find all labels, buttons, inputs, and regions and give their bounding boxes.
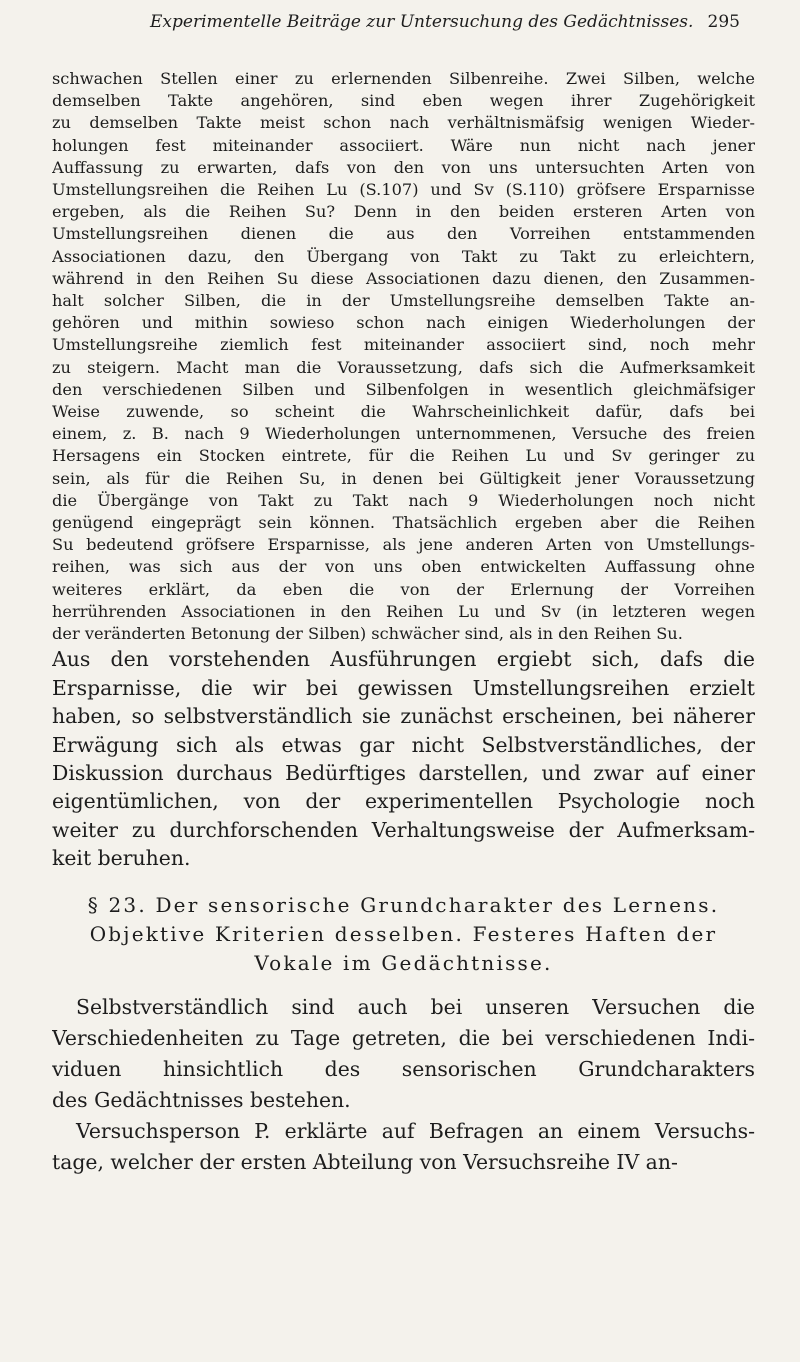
text-line: gehören und mithin sowieso schon nach einigen Wiederholungen der xyxy=(52,313,755,333)
text-line: Auffassung zu erwarten, dafs von den von uns untersuchten Arten von xyxy=(52,157,755,177)
text-line: Umstellungsreihen die Reihen Lu (S.107) und Sv (S.110) gröfsere Ersparnisse xyxy=(52,180,755,200)
text-line: ergeben, als die Reihen Su? Denn in den beiden ersteren Arten von xyxy=(52,202,755,222)
text-line: weiter zu durchforschenden Verhaltungsweise der Aufmerksam- xyxy=(52,817,755,842)
text-line: sein, als für die Reihen Su, in denen bei Gültigkeit jener Voraussetzung xyxy=(52,468,755,488)
running-head xyxy=(150,0,740,44)
text-line: zu steigern. Macht man die Voraussetzung, dafs sich die Aufmerksamkeit xyxy=(52,357,755,377)
paragraph-conclusion xyxy=(52,645,755,872)
text-line: eigentümlichen, von der experimentellen Psychologie noch xyxy=(52,789,755,814)
paragraph-section-start xyxy=(52,992,755,1178)
text-line: halt solcher Silben, die in der Umstellungsreihe demselben Takte an- xyxy=(52,291,755,311)
text-line: Erwägung sich als etwas gar nicht Selbstverständliches, der xyxy=(52,732,755,757)
paragraph-small-print xyxy=(52,68,755,645)
page-number: 295 xyxy=(707,12,740,32)
text-line: während in den Reihen Su diese Associationen dazu dienen, den Zusammen- xyxy=(52,268,755,288)
text-line: der veränderten Betonung der Silben) schwächer sind, als in den Reihen Su. xyxy=(52,624,683,644)
text-line: tage, welcher der ersten Abteilung von Versuchsreihe IV an- xyxy=(52,1149,678,1174)
text-line: Selbstverständlich sind auch bei unseren Versuchen die xyxy=(76,994,755,1019)
text-line: den verschiedenen Silben und Silbenfolgen in wesentlich gleichmäfsiger xyxy=(52,379,755,399)
section-heading xyxy=(52,891,755,978)
text-line: die Übergänge von Takt zu Takt nach 9 Wiederholungen noch nicht xyxy=(52,490,755,510)
text-line: Umstellungsreihen dienen die aus den Vorreihen entstammenden xyxy=(52,224,755,244)
text-line: Diskussion durchaus Bedürftiges darstellen, und zwar auf einer xyxy=(52,760,755,785)
text-line: Verschiedenheiten zu Tage getreten, die bei verschiedenen Indi- xyxy=(52,1025,755,1050)
text-line: Umstellungsreihe ziemlich fest miteinander associiert sind, noch mehr xyxy=(52,335,755,355)
text-line: Aus den vorstehenden Ausführungen ergiebt sich, dafs die xyxy=(52,647,755,672)
text-line: genügend eingeprägt sein können. Thatsächlich ergeben aber die Reihen xyxy=(52,513,755,533)
heading-line: Objektive Kriterien desselben. Festeres Haften der xyxy=(89,921,718,946)
text-line: Weise zuwende, so scheint die Wahrscheinlichkeit dafür, dafs bei xyxy=(52,402,755,422)
text-line: keit beruhen. xyxy=(52,846,191,871)
heading-line: § 23. Der sensorische Grundcharakter des Lernens. xyxy=(87,892,720,917)
text-line: herrührenden Associationen in den Reihen Lu und Sv (in letzteren wegen xyxy=(52,601,755,621)
text-line: des Gedächtnisses bestehen. xyxy=(52,1087,351,1112)
text-line: Associationen dazu, den Übergang von Takt zu Takt zu erleichtern, xyxy=(52,246,755,266)
running-title: Experimentelle Beiträge zur Untersuchung des Gedächtnisses. xyxy=(150,12,694,32)
text-line: Hersagens ein Stocken eintrete, für die Reihen Lu und Sv geringer zu xyxy=(52,446,755,466)
text-line: demselben Takte angehören, sind eben wegen ihrer Zugehörigkeit xyxy=(52,91,755,111)
text-line: weiteres erklärt, da eben die von der Erlernung der Vorreihen xyxy=(52,579,755,599)
text-line: Versuchsperson P. erklärte auf Befragen an einem Versuchs- xyxy=(76,1118,755,1143)
text-line: haben, so selbstverständlich sie zunächst erscheinen, bei näherer xyxy=(52,704,755,729)
text-line: Su bedeutend gröfsere Ersparnisse, als jene anderen Arten von Umstellungs- xyxy=(52,535,755,555)
text-line: schwachen Stellen einer zu erlernenden Silbenreihe. Zwei Silben, welche xyxy=(52,69,755,88)
text-line: einem, z. B. nach 9 Wiederholungen unternommenen, Versuche des freien xyxy=(52,424,755,444)
heading-line: Vokale im Gedächtnisse. xyxy=(254,950,553,975)
text-line: viduen hinsichtlich des sensorischen Grundcharakters xyxy=(52,1056,755,1081)
text-line: holungen fest miteinander associiert. Wäre nun nicht nach jener xyxy=(52,135,755,155)
text-line: zu demselben Takte meist schon nach verhältnismäfsig wenigen Wieder- xyxy=(52,113,755,133)
text-line: reihen, was sich aus der von uns oben entwickelten Auffassung ohne xyxy=(52,557,755,577)
page-body xyxy=(52,68,755,1178)
text-line: Ersparnisse, die wir bei gewissen Umstellungsreihen erzielt xyxy=(52,675,755,700)
